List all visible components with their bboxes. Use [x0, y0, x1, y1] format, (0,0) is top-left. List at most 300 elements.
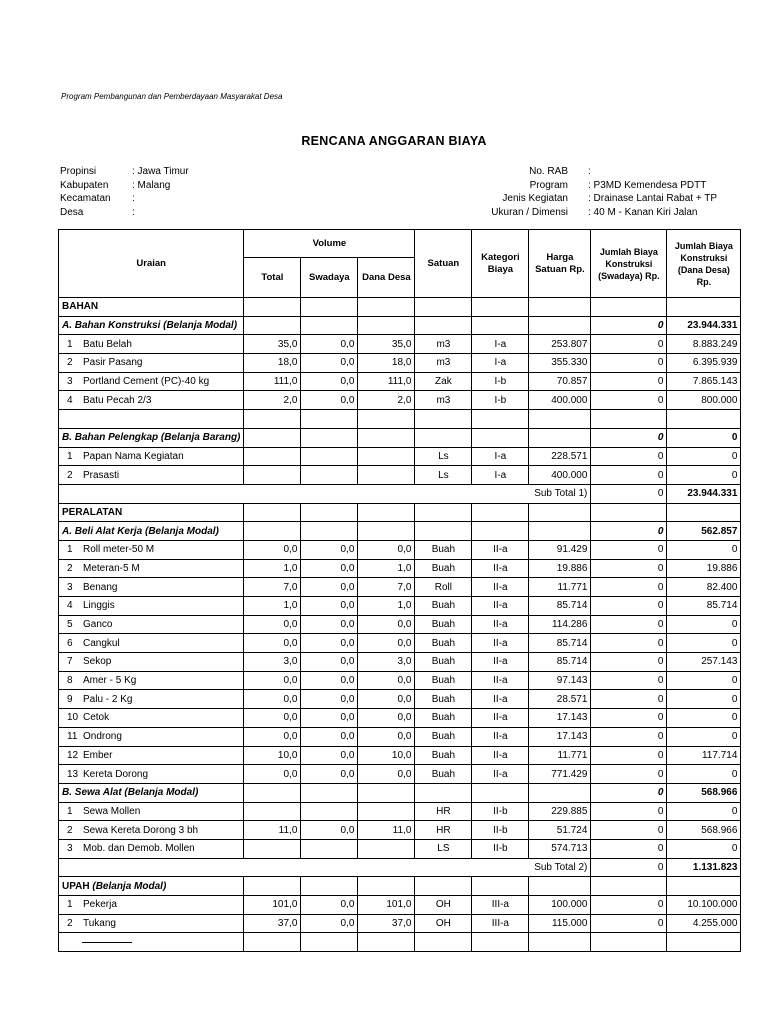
volume-swadaya: 0,0: [301, 335, 358, 354]
harga-satuan: 70.857: [529, 372, 591, 391]
jumlah-swadaya: 0: [591, 578, 667, 597]
jumlah-swadaya: 0: [591, 522, 667, 541]
left-info-row: [60, 165, 360, 179]
section-title: BAHAN: [62, 301, 99, 313]
volume-swadaya: 0,0: [301, 634, 358, 653]
table-row: [59, 298, 741, 317]
jumlah-swadaya: 0: [591, 765, 667, 784]
jumlah-swadaya: 0: [591, 372, 667, 391]
empty-cell: [415, 783, 472, 802]
jumlah-swadaya: 0: [591, 335, 667, 354]
volume-total: 0,0: [244, 634, 301, 653]
table-row: [59, 765, 741, 784]
item-number: 9: [67, 693, 73, 705]
item-number: 10: [67, 712, 79, 724]
empty-cell: [415, 503, 472, 522]
empty-cell: [244, 933, 301, 952]
item-label: Sewa Mollen: [83, 805, 141, 817]
right-info-label: Ukuran / Dimensi: [491, 206, 568, 218]
jumlah-swadaya: 0: [591, 821, 667, 840]
jumlah-dana-desa: 7.865.143: [667, 372, 741, 391]
jumlah-dana-desa: 6.395.939: [667, 354, 741, 373]
jumlah-swadaya: 0: [591, 316, 667, 335]
jumlah-dana-desa: 0: [667, 671, 741, 690]
empty-cell: [415, 933, 472, 952]
table-row: [59, 914, 741, 933]
volume-swadaya: 0,0: [301, 709, 358, 728]
group-label: A. Beli Alat Kerja (Belanja Modal): [59, 522, 244, 541]
table-row: [59, 540, 741, 559]
jumlah-dana-desa: 0: [667, 447, 741, 466]
empty-cell: [529, 783, 591, 802]
jumlah-dana-desa: 10.100.000: [667, 896, 741, 915]
item-label: Mob. dan Demob. Mollen: [83, 843, 195, 855]
kategori-biaya: II-a: [472, 578, 529, 597]
jumlah-dana-desa: 4.255.000: [667, 914, 741, 933]
volume-dana-desa: 7,0: [358, 578, 415, 597]
empty-cell: [415, 410, 472, 429]
harga-satuan: 771.429: [529, 765, 591, 784]
jumlah-swadaya: 0: [591, 653, 667, 672]
item-name: [59, 671, 244, 690]
harga-satuan: 100.000: [529, 896, 591, 915]
kategori-biaya: II-a: [472, 671, 529, 690]
jumlah-dana-desa: 19.886: [667, 559, 741, 578]
group-label: B. Sewa Alat (Belanja Modal): [59, 783, 244, 802]
satuan: Buah: [415, 615, 472, 634]
right-info-value: :: [588, 166, 591, 177]
item-number: 2: [67, 918, 73, 930]
jumlah-dana-desa: 568.966: [667, 821, 741, 840]
section-title: UPAH: [62, 880, 90, 892]
satuan: Buah: [415, 709, 472, 728]
empty-cell: [244, 783, 301, 802]
volume-dana-desa: 0,0: [358, 615, 415, 634]
item-label: Papan Nama Kegiatan: [83, 450, 184, 462]
satuan: Buah: [415, 559, 472, 578]
jumlah-dana-desa: 82.400: [667, 578, 741, 597]
item-name: [59, 896, 244, 915]
empty-cell: [667, 503, 741, 522]
empty-cell: [358, 877, 415, 896]
jumlah-swadaya: 0: [591, 727, 667, 746]
volume-dana-desa: 11,0: [358, 821, 415, 840]
jumlah-dana-desa: 800.000: [667, 391, 741, 410]
left-info-value: :: [132, 193, 135, 204]
item-label: Batu Pecah 2/3: [83, 394, 152, 406]
kategori-biaya: II-a: [472, 634, 529, 653]
jumlah-swadaya: 0: [591, 559, 667, 578]
jumlah-swadaya: 0: [591, 447, 667, 466]
kategori-biaya: I-b: [472, 391, 529, 410]
item-number: 13: [67, 768, 79, 780]
empty-cell: [415, 484, 472, 503]
volume-swadaya: [301, 802, 358, 821]
item-number: 1: [67, 899, 73, 911]
item-number: 2: [67, 562, 73, 574]
jumlah-dana-desa: 0: [667, 615, 741, 634]
item-name: [59, 765, 244, 784]
volume-total: 0,0: [244, 690, 301, 709]
header-uraian: Uraian: [59, 230, 244, 298]
empty-cell: [244, 522, 301, 541]
jumlah-dana-desa: 0: [667, 765, 741, 784]
satuan: Buah: [415, 727, 472, 746]
volume-swadaya: 0,0: [301, 765, 358, 784]
harga-satuan: 51.724: [529, 821, 591, 840]
volume-dana-desa: 1,0: [358, 559, 415, 578]
empty-cell: [529, 522, 591, 541]
volume-total: [244, 839, 301, 858]
table-row: [59, 896, 741, 915]
volume-swadaya: 0,0: [301, 578, 358, 597]
jumlah-dana-desa: 568.966: [667, 783, 741, 802]
jumlah-swadaya: 0: [591, 428, 667, 447]
volume-total: 35,0: [244, 335, 301, 354]
item-number: 3: [67, 376, 73, 388]
empty-cell: [301, 933, 358, 952]
empty-cell: [529, 410, 591, 429]
empty-cell: [472, 877, 529, 896]
item-name: [59, 690, 244, 709]
jumlah-swadaya: 0: [591, 597, 667, 616]
volume-total: 0,0: [244, 671, 301, 690]
jumlah-dana-desa: 257.143: [667, 653, 741, 672]
jumlah-dana-desa: 0: [667, 802, 741, 821]
empty-cell: [415, 316, 472, 335]
satuan: Zak: [415, 372, 472, 391]
jumlah-swadaya: 0: [591, 634, 667, 653]
jumlah-dana-desa: 562.857: [667, 522, 741, 541]
item-number: 2: [67, 824, 73, 836]
item-name: [59, 466, 244, 485]
volume-swadaya: [301, 447, 358, 466]
empty-cell: [59, 410, 244, 429]
table-row: [59, 709, 741, 728]
empty-cell: [529, 933, 591, 952]
table-row: [59, 316, 741, 335]
harga-satuan: 85.714: [529, 653, 591, 672]
item-number: 1: [67, 338, 73, 350]
table-row: [59, 335, 741, 354]
empty-cell: [529, 877, 591, 896]
table-row: [59, 653, 741, 672]
jumlah-dana-desa: 0: [667, 466, 741, 485]
subtotal-swadaya: 0: [591, 858, 667, 877]
satuan: OH: [415, 914, 472, 933]
table-row: [59, 503, 741, 522]
item-name: [59, 447, 244, 466]
header-jumlah-swadaya: Jumlah Biaya Konstruksi (Swadaya) Rp.: [591, 230, 667, 298]
harga-satuan: 115.000: [529, 914, 591, 933]
jumlah-swadaya: 0: [591, 391, 667, 410]
harga-satuan: 19.886: [529, 559, 591, 578]
item-name: [59, 802, 244, 821]
empty-cell: [667, 410, 741, 429]
jumlah-swadaya: 0: [591, 354, 667, 373]
volume-dana-desa: 10,0: [358, 746, 415, 765]
header-swadaya: Swadaya: [301, 258, 358, 298]
right-info-label: Jenis Kegiatan: [502, 193, 568, 204]
kategori-biaya: II-a: [472, 597, 529, 616]
jumlah-dana-desa: 85.714: [667, 597, 741, 616]
volume-dana-desa: 0,0: [358, 690, 415, 709]
jumlah-swadaya: 0: [591, 540, 667, 559]
harga-satuan: 85.714: [529, 597, 591, 616]
volume-dana-desa: 3,0: [358, 653, 415, 672]
empty-cell: [244, 428, 301, 447]
left-info-label: Desa: [60, 206, 84, 218]
empty-cell: [59, 858, 244, 877]
satuan: Buah: [415, 690, 472, 709]
item-name: [59, 821, 244, 840]
table-row: [59, 410, 741, 429]
item-label: Ganco: [83, 619, 113, 631]
volume-dana-desa: [358, 447, 415, 466]
volume-swadaya: [301, 466, 358, 485]
kategori-biaya: II-a: [472, 690, 529, 709]
right-info-row: [420, 165, 768, 179]
harga-satuan: 28.571: [529, 690, 591, 709]
jumlah-swadaya: 0: [591, 690, 667, 709]
jumlah-dana-desa: 117.714: [667, 746, 741, 765]
empty-cell: [244, 503, 301, 522]
empty-cell: [529, 298, 591, 317]
volume-swadaya: 0,0: [301, 597, 358, 616]
item-label: Roll meter-50 M: [83, 544, 155, 556]
item-label: Amer - 5 Kg: [83, 675, 137, 687]
jumlah-swadaya: 0: [591, 896, 667, 915]
item-number: 4: [67, 600, 73, 612]
right-info-row: [420, 192, 768, 206]
item-number: 4: [67, 394, 73, 406]
volume-total: 11,0: [244, 821, 301, 840]
jumlah-dana-desa: 0: [667, 634, 741, 653]
table-row: [59, 933, 741, 952]
satuan: Buah: [415, 540, 472, 559]
left-info-row: [60, 179, 360, 193]
right-info-value: : Drainase Lantai Rabat + TP: [588, 193, 718, 204]
table-row: [59, 597, 741, 616]
empty-cell: [244, 410, 301, 429]
left-info-block: [60, 165, 360, 219]
subtotal-label: Sub Total 1): [529, 484, 591, 503]
volume-total: 0,0: [244, 615, 301, 634]
item-number: 11: [67, 731, 78, 743]
item-number: 1: [67, 544, 73, 556]
empty-cell: [358, 503, 415, 522]
subtotal-swadaya: 0: [591, 484, 667, 503]
empty-cell: [301, 783, 358, 802]
table-row: [59, 372, 741, 391]
item-number: 3: [67, 843, 73, 855]
empty-cell: [301, 503, 358, 522]
item-label: Batu Belah: [83, 338, 132, 350]
volume-total: 2,0: [244, 391, 301, 410]
empty-cell: [358, 410, 415, 429]
volume-swadaya: 0,0: [301, 671, 358, 690]
empty-cell: [472, 428, 529, 447]
item-number: 5: [67, 619, 73, 631]
section-label: [59, 298, 244, 317]
empty-cell: [529, 503, 591, 522]
kategori-biaya: I-a: [472, 335, 529, 354]
satuan: Buah: [415, 746, 472, 765]
volume-total: 37,0: [244, 914, 301, 933]
harga-satuan: 114.286: [529, 615, 591, 634]
budget-table: [58, 229, 741, 952]
kategori-biaya: II-b: [472, 839, 529, 858]
kategori-biaya: I-b: [472, 372, 529, 391]
item-name: [59, 335, 244, 354]
empty-cell: [358, 298, 415, 317]
jumlah-swadaya: 0: [591, 914, 667, 933]
item-label: Cetok: [83, 712, 110, 724]
table-row: [59, 522, 741, 541]
volume-total: 111,0: [244, 372, 301, 391]
item-label: Meteran-5 M: [83, 562, 140, 574]
empty-cell: [591, 877, 667, 896]
item-name: [59, 839, 244, 858]
satuan: HR: [415, 821, 472, 840]
satuan: OH: [415, 896, 472, 915]
left-info-row: [60, 206, 360, 220]
item-name: [59, 372, 244, 391]
subtotal-dana-desa: 1.131.823: [667, 858, 741, 877]
volume-swadaya: 0,0: [301, 746, 358, 765]
left-info-label: Kecamatan: [60, 193, 111, 204]
volume-total: [244, 447, 301, 466]
item-label: Sekop: [83, 656, 112, 668]
empty-cell: [472, 503, 529, 522]
item-label: Palu - 2 Kg: [83, 693, 133, 705]
empty-cell: [472, 858, 529, 877]
harga-satuan: 11.771: [529, 746, 591, 765]
jumlah-swadaya: 0: [591, 709, 667, 728]
jumlah-swadaya: 0: [591, 615, 667, 634]
harga-satuan: 400.000: [529, 466, 591, 485]
right-info-label: Program: [529, 179, 568, 191]
harga-satuan: 17.143: [529, 727, 591, 746]
empty-cell: [529, 428, 591, 447]
header-dana-desa: Dana Desa: [358, 258, 415, 298]
volume-dana-desa: [358, 802, 415, 821]
satuan: Ls: [415, 466, 472, 485]
table-row: [59, 559, 741, 578]
empty-cell: [472, 783, 529, 802]
volume-dana-desa: 0,0: [358, 727, 415, 746]
kategori-biaya: II-a: [472, 615, 529, 634]
table-row: [59, 727, 741, 746]
section-label: [59, 877, 244, 896]
jumlah-dana-desa: 0: [667, 727, 741, 746]
jumlah-dana-desa: 0: [667, 690, 741, 709]
harga-satuan: 355.330: [529, 354, 591, 373]
satuan: HR: [415, 802, 472, 821]
header-volume: Volume: [244, 230, 415, 258]
table-row: [59, 802, 741, 821]
satuan: Buah: [415, 653, 472, 672]
table-row: [59, 447, 741, 466]
kategori-biaya: II-a: [472, 727, 529, 746]
empty-cell: [415, 522, 472, 541]
header-satuan: Satuan: [415, 230, 472, 298]
item-number: 8: [67, 675, 73, 687]
item-label: Prasasti: [83, 469, 120, 481]
kategori-biaya: I-a: [472, 354, 529, 373]
harga-satuan: 253.807: [529, 335, 591, 354]
item-name: [59, 634, 244, 653]
volume-dana-desa: 111,0: [358, 372, 415, 391]
jumlah-swadaya: 0: [591, 839, 667, 858]
empty-cell: [244, 877, 301, 896]
satuan: Buah: [415, 671, 472, 690]
item-name: [59, 653, 244, 672]
volume-total: 10,0: [244, 746, 301, 765]
table-row: [59, 746, 741, 765]
empty-cell: [301, 428, 358, 447]
volume-total: 1,0: [244, 597, 301, 616]
item-number: 3: [67, 581, 73, 593]
item-label: Linggis: [83, 600, 115, 612]
empty-cell: [415, 298, 472, 317]
item-label: Ember: [83, 749, 113, 761]
left-info-label: Kabupaten: [60, 179, 109, 191]
empty-cell: [667, 877, 741, 896]
volume-dana-desa: 0,0: [358, 709, 415, 728]
empty-cell: [472, 522, 529, 541]
item-label: Sewa Kereta Dorong 3 bh: [83, 824, 199, 836]
empty-cell: [358, 316, 415, 335]
satuan: LS: [415, 839, 472, 858]
header-total: Total: [244, 258, 301, 298]
table-row: [59, 690, 741, 709]
satuan: m3: [415, 335, 472, 354]
empty-cell: [301, 877, 358, 896]
satuan: Buah: [415, 634, 472, 653]
table-row: [59, 354, 741, 373]
section-title: PERALATAN: [62, 506, 123, 518]
item-name: [59, 727, 244, 746]
jumlah-swadaya: 0: [591, 802, 667, 821]
volume-total: 18,0: [244, 354, 301, 373]
page-title: RENCANA ANGGARAN BIAYA: [301, 134, 487, 148]
right-info-label: No. RAB: [529, 166, 568, 177]
volume-swadaya: 0,0: [301, 615, 358, 634]
volume-swadaya: 0,0: [301, 914, 358, 933]
table-row: [59, 783, 741, 802]
section-label: [59, 503, 244, 522]
volume-swadaya: 0,0: [301, 540, 358, 559]
table-row: [59, 634, 741, 653]
jumlah-dana-desa: 0: [667, 540, 741, 559]
satuan: m3: [415, 391, 472, 410]
empty-cell: [244, 298, 301, 317]
volume-total: [244, 466, 301, 485]
harga-satuan: 400.000: [529, 391, 591, 410]
item-label: Kereta Dorong: [83, 768, 149, 780]
item-number: 7: [67, 656, 73, 668]
table-row: [59, 578, 741, 597]
volume-total: 101,0: [244, 896, 301, 915]
jumlah-dana-desa: 0: [667, 428, 741, 447]
table-row: [59, 615, 741, 634]
header-kategori: Kategori Biaya: [472, 230, 529, 298]
empty-cell: [244, 858, 301, 877]
kategori-biaya: II-a: [472, 709, 529, 728]
left-info-value: : Malang: [132, 179, 171, 191]
empty-cell: [301, 858, 358, 877]
